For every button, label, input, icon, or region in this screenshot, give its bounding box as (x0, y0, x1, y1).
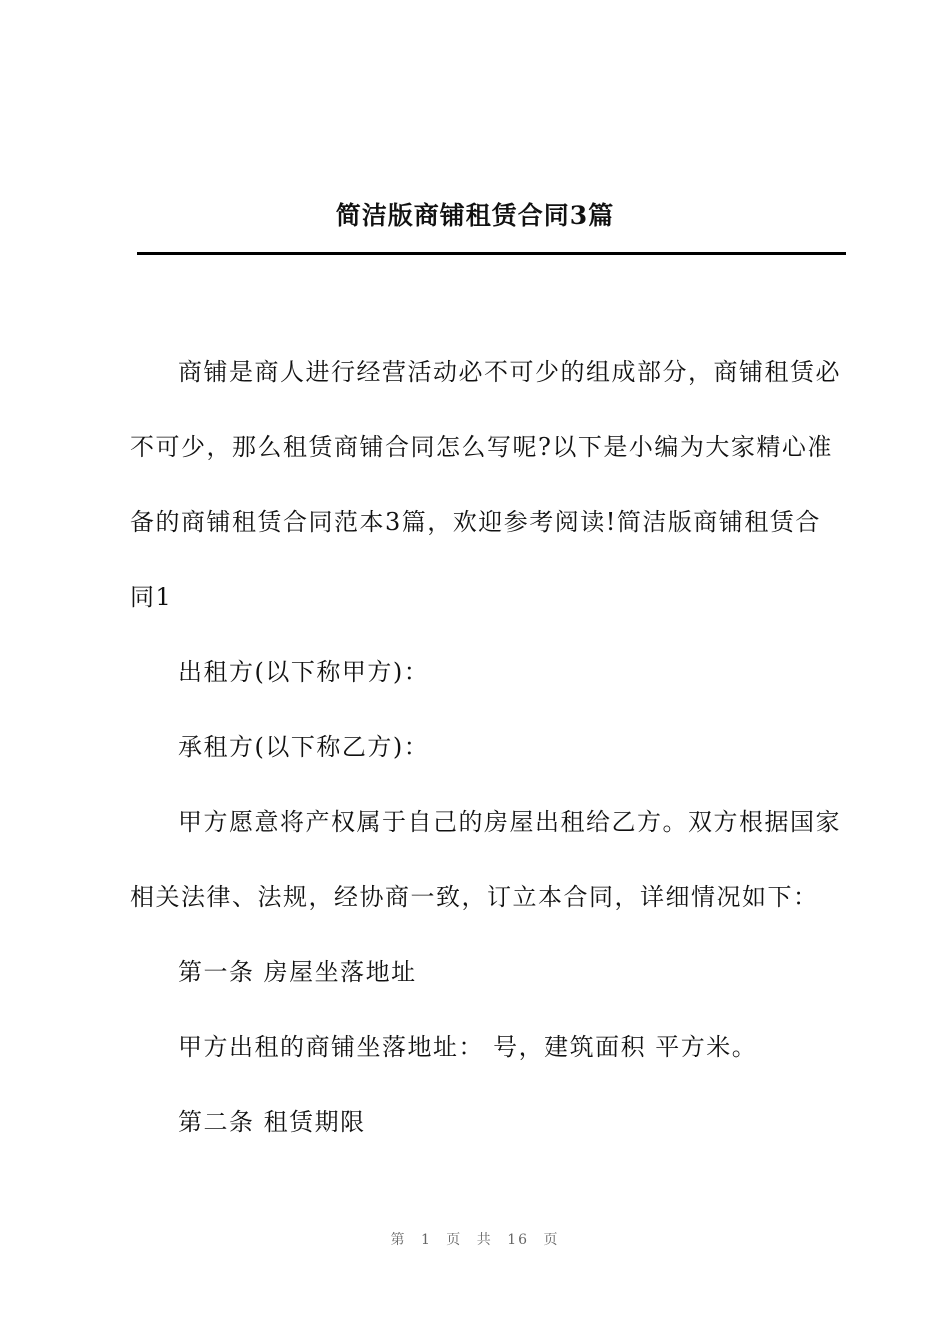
title-rule (137, 252, 846, 255)
document-title: 简洁版商铺租赁合同3篇 (335, 201, 615, 230)
lessee-line: 承租方(以下称乙方)： (178, 733, 430, 761)
page-footer: 第 1 页 共 16 页 (390, 1232, 560, 1248)
article-1-heading: 第一条 房屋坐落地址 (178, 958, 417, 986)
intro-paragraph: 商铺是商人进行经营活动必不可少的组成部分，商铺租赁必不可少，那么租赁商铺合同怎么写呢?以下是小编为大家精心准备的商铺租赁合同范本3篇，欢迎参考阅读!简洁版商铺租赁合同1 (130, 358, 841, 611)
agreement-paragraph: 甲方愿意将产权属于自己的房屋出租给乙方。双方根据国家相关法律、法规，经协商一致，订立本合同，详细情况如下： (130, 808, 841, 911)
article-2-heading: 第二条 租赁期限 (178, 1108, 366, 1136)
address-paragraph: 甲方出租的商铺坐落地址： 号，建筑面积 平方米。 (178, 1033, 758, 1061)
document-body (130, 335, 842, 1160)
lessor-line: 出租方(以下称甲方)： (178, 658, 430, 686)
